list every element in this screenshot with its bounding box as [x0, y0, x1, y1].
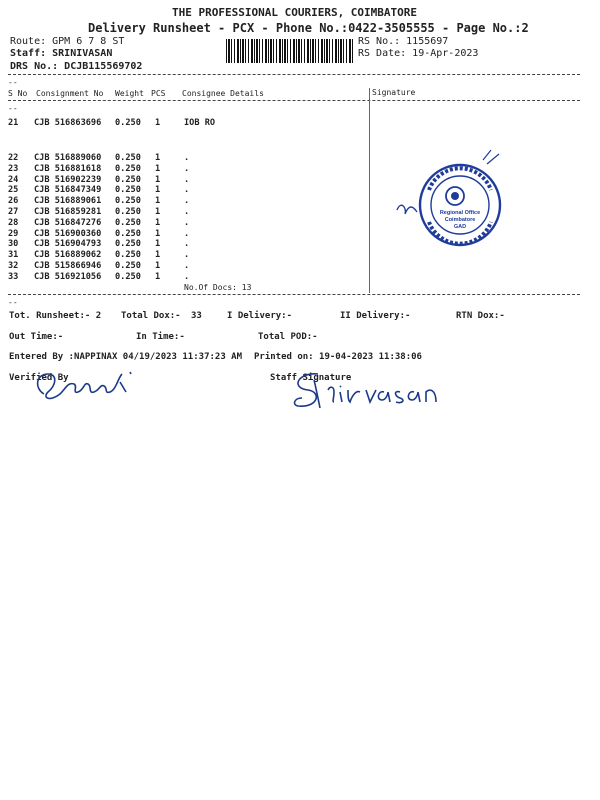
cell-sno: 26 [8, 196, 19, 207]
cell-weight: 0.250 [115, 163, 141, 174]
cell-sno: 29 [8, 228, 19, 239]
cell-pcs: 1 [155, 163, 161, 174]
cell-sno: 30 [8, 239, 19, 250]
cell-details: . [184, 185, 190, 196]
cell-pcs: 1 [155, 174, 161, 185]
drs-number: DRS No.: DCJB115569702 [10, 61, 143, 72]
company-name: THE PROFESSIONAL COURIERS, COIMBATORE [172, 6, 418, 19]
cell-cn: CJB 516881618 [34, 163, 102, 174]
cell-cn: CJB 516921056 [34, 271, 102, 282]
col-consignment: Consignment No [36, 89, 104, 98]
entered-by: Entered By :NAPPINAX 04/19/2023 11:37:23 AM [9, 352, 242, 362]
rtn-dox: RTN Dox:- [456, 311, 505, 321]
cell-weight: 0.250 [115, 217, 141, 228]
cell-weight: 0.250 [115, 196, 141, 207]
cell-details: . [184, 196, 190, 207]
cell-pcs: 1 [155, 153, 161, 163]
rs-number: RS No.: 1155697 [358, 36, 449, 47]
cell-pcs: 1 [155, 261, 161, 271]
cell-pcs: 1 [155, 239, 161, 250]
cell-details: . [184, 217, 190, 228]
staff-signature-label: Staff Signature [270, 373, 352, 383]
cell-weight: 0.250 [115, 228, 141, 239]
col-consignee: Consignee Details [182, 89, 264, 98]
cell-sno: 25 [8, 185, 19, 196]
in-time: In Time:- [136, 332, 185, 342]
dash-mark: -- [8, 78, 18, 87]
cell-sno: 22 [8, 153, 19, 163]
stamp-office: Regional Office [439, 210, 481, 216]
cell-sno: 31 [8, 250, 19, 261]
dash-mark: -- [8, 298, 18, 307]
cell-details: . [184, 163, 190, 174]
cell-pcs: 1 [155, 207, 161, 217]
cell-details: . [184, 271, 190, 282]
out-time: Out Time:- [9, 332, 64, 342]
i-delivery: I Delivery:- [227, 311, 293, 321]
total-dox-value: 33 [191, 311, 202, 321]
verifier-signature [30, 364, 150, 410]
cell-pcs: 1 [155, 250, 161, 261]
no-of-docs: No.Of Docs: 13 [184, 283, 252, 292]
cell-cn: CJB 516847349 [34, 185, 102, 196]
stamp-code: GAD [453, 224, 467, 230]
cell-sno: 32 [8, 261, 19, 271]
cell-weight: 0.250 [115, 174, 141, 185]
cell-sno: 23 [8, 163, 19, 174]
cell-cn: CJB 515866946 [34, 261, 102, 271]
cell-pcs: 1 [155, 271, 161, 282]
cell-pcs: 1 [155, 228, 161, 239]
cell-cn: CJB 516904793 [34, 239, 102, 250]
bank-stamp [395, 150, 510, 255]
cell-details: . [184, 239, 190, 250]
cell-weight: 0.250 [115, 261, 141, 271]
route-label: Route: GPM 6 7 8 ST [10, 36, 125, 47]
staff-handwritten-signature [288, 368, 438, 414]
printed-on: Printed on: 19-04-2023 11:38:06 [254, 352, 422, 362]
cell-details: . [184, 261, 190, 271]
cell-details: . [184, 250, 190, 261]
verified-by: Verified By [9, 373, 69, 383]
runsheet-title: Delivery Runsheet - PCX - Phone No.:0422-3505555 - Page No.:2 [88, 21, 529, 35]
cell-pcs: 1 [155, 196, 161, 207]
col-weight: Weight [115, 89, 144, 98]
cell-sno: 27 [8, 207, 19, 217]
cell-weight: 0.250 [115, 153, 141, 163]
dash-mark: -- [8, 104, 18, 113]
cell-cn: CJB 516889062 [34, 250, 102, 261]
cell-sno: 33 [8, 271, 19, 282]
divider [8, 294, 580, 295]
cell-cn: CJB 516847276 [34, 217, 102, 228]
cell-details: . [184, 174, 190, 185]
cell-details: . [184, 228, 190, 239]
tot-runsheet: Tot. Runsheet:- 2 [9, 311, 102, 321]
total-pod: Total POD:- [258, 332, 318, 342]
cell-pcs: 1 [155, 185, 161, 196]
total-dox-label: Total Dox:- [121, 311, 181, 321]
col-pcs: PCS [151, 89, 166, 98]
cell-cn: CJB 516859281 [34, 207, 102, 217]
rs-date: RS Date: 19-Apr-2023 [358, 48, 479, 59]
staff-label: Staff: SRINIVASAN [10, 48, 113, 59]
cell-details: . [184, 207, 190, 217]
cell-cn: CJB 516902239 [34, 174, 102, 185]
cell-weight: 0.250 [115, 250, 141, 261]
divider [8, 100, 580, 101]
cell-cn: CJB 516889061 [34, 196, 102, 207]
cell-weight: 0.250 [115, 239, 141, 250]
col-sno: S No [8, 89, 28, 98]
ii-delivery: II Delivery:- [340, 311, 411, 321]
divider [8, 74, 580, 75]
cell-cn: CJB 516900360 [34, 228, 102, 239]
cell-sno: 24 [8, 174, 19, 185]
cell-sno: 28 [8, 217, 19, 228]
signature-column-line [369, 88, 370, 293]
cell-weight: 0.250 [115, 207, 141, 217]
cell-details: . [184, 153, 190, 163]
stamp-city: Coimbatore [444, 217, 476, 223]
cell-weight: 0.250 [115, 185, 141, 196]
barcode [226, 39, 353, 63]
cell-pcs: 1 [155, 217, 161, 228]
cell-cn: CJB 516889060 [34, 153, 102, 163]
col-signature: Signature [372, 88, 416, 97]
cell-weight: 0.250 [115, 271, 141, 282]
